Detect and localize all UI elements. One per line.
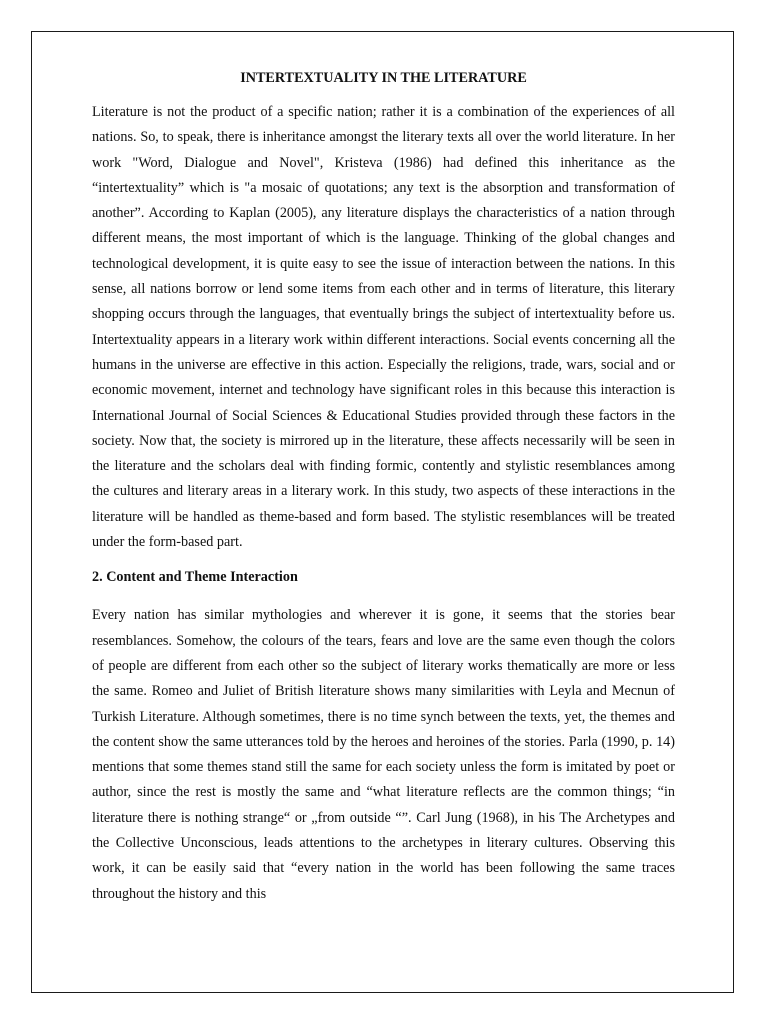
body-paragraph: Literature is not the product of a specific nation; rather it is a combination of the experiences of all nations. So, to speak, there is inheritance amongst the literary texts all over the world literature. In her work "Word, Dialogue and Novel", Kristeva (1986) had defined this inheritance as the “intertextuality” which is "a mosaic of quotations; any text is the absorption and transformation of another”. According to Kaplan (2005), any literature displays the characteristics of a nation through different means, the most important of which is the language. Thinking of the global changes and technological development, it is quite easy to see the issue of interaction between the nations. In this sense, all nations borrow or lend some items from each other and in terms of literature, this literary shopping occurs through the languages, that eventually brings the subject of intertextuality before us. Intertextuality appears in a literary work within different interactions. Social events concerning all the humans in the universe are effective in this action. Especially the religions, trade, wars, social and or economic movement, internet and technology have significant roles in this because this interaction is International Journal of Social Sciences & Educational Studies provided through these factors in the society. Now that, the society is mirrored up in the literature, these affects necessarily will be seen in the literature and the scholars deal with finding formic, contently and stylistic resemblances among the cultures and literary areas in a literary work. In this study, two aspects of these interactions in the literature will be handled as theme-based and form based. The stylistic resemblances will be treated under the form-based part.: [92, 104, 675, 551]
document-page: [31, 31, 734, 993]
section-heading: 2. Content and Theme Interaction: [92, 569, 298, 586]
document-title: INTERTEXTUALITY IN THE LITERATURE: [240, 70, 527, 86]
document-body: [92, 68, 675, 907]
body-paragraph: Every nation has similar mythologies and wherever it is gone, it seems that the stories bear resemblances. Somehow, the colours of the tears, fears and love are the same even though the colors of people are different from each other so the subject of literary works thematically are more or less the same. Romeo and Juliet of British literature shows many similarities with Leyla and Mecnun of Turkish Literature. Although sometimes, there is no time synch between the texts, yet, the themes and the content show the same utterances told by the heroes and heroines of the stories. Parla (1990, p. 14) mentions that some themes stand still the same for each society unless the form is imitated by poet or author, since the rest is mostly the same and “what literature reflects are the common things; “in literature there is nothing strange“ or „from outside “”. Carl Jung (1968), in his The Archetypes and the Collective Unconscious, leads attentions to the archetypes in literary cultures. Observing this work, it can be easily said that “every nation in the world has been following the same traces throughout the history and this: [92, 607, 675, 902]
